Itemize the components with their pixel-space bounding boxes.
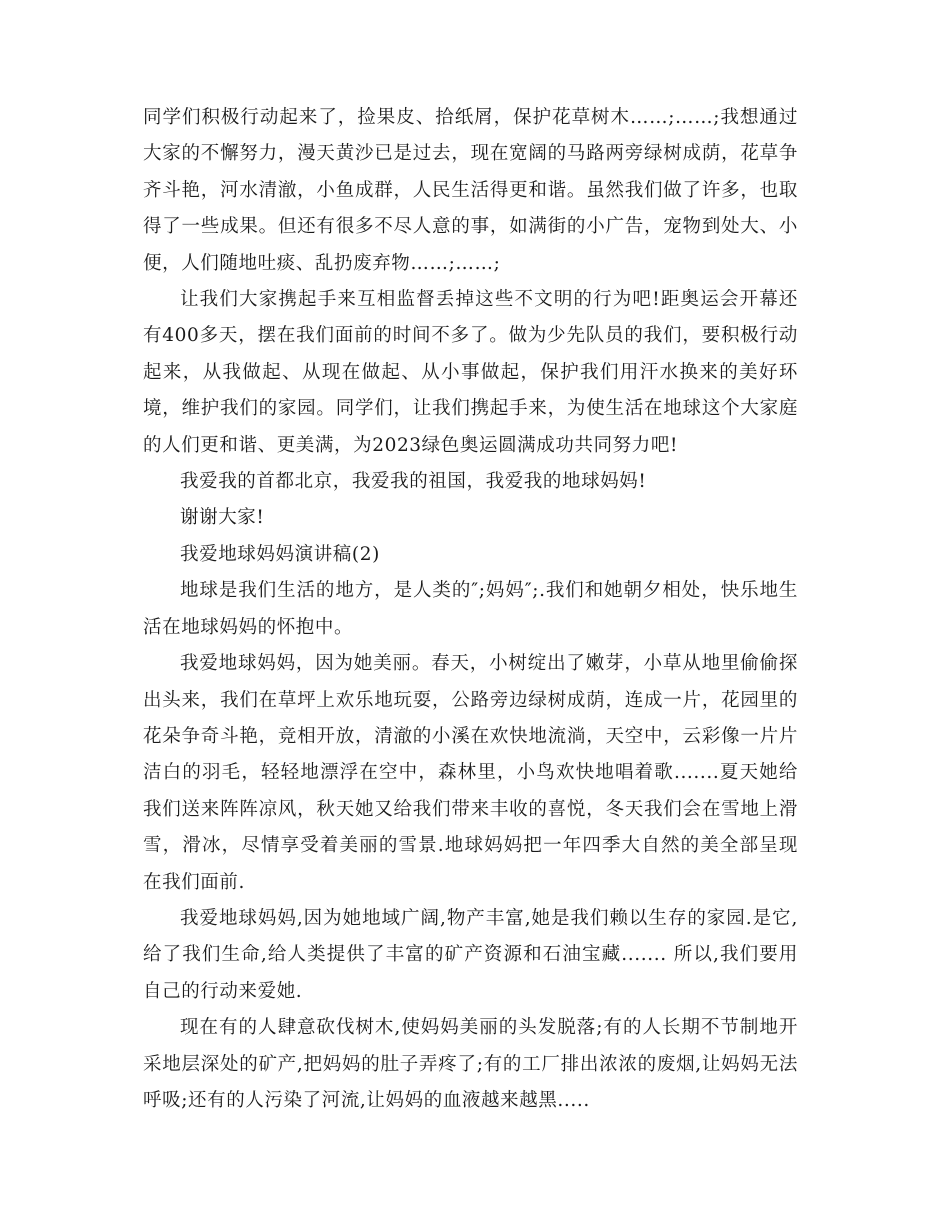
- paragraph-8: 我爱地球妈妈,因为她地域广阔,物产丰富,她是我们赖以生存的家园.是它,给了我们生命,给人类提供了丰富的矿产资源和石油宝藏....... 所以,我们要用自己的行动来爱她.: [143, 907, 798, 1002]
- paragraph-2: 让我们大家携起手来互相监督丢掉这些不文明的行为吧!距奥运会开幕还有400多天，摆在我们面前的时间不多了。做为少先队员的我们，要积极行动起来，从我做起、从现在做起、从小事做起，保护我们用汗水换来的美好环境，维护我们的家园。同学们，让我们携起手来，为使生活在地球这个大家庭的人们更和谐、更美满，为2023绿色奥运圆满成功共同努力吧!: [143, 289, 798, 456]
- paragraph-4: 谢谢大家!: [180, 507, 265, 529]
- document-page: [143, 100, 798, 1119]
- paragraph-1: 同学们积极行动起来了，捡果皮、拾纸屑，保护花草树木……;……;我想通过大家的不懈努力，漫天黄沙已是过去，现在宽阔的马路两旁绿树成荫，花草争齐斗艳，河水清澈，小鱼成群，人民生活得更和谐。虽然我们做了许多，也取得了一些成果。但还有很多不尽人意的事，如满街的小广告，宠物到处大、小便，人们随地吐痰、乱扔废弃物……;……;: [143, 107, 798, 274]
- paragraph-9: 现在有的人肆意砍伐树木,使妈妈美丽的头发脱落;有的人长期不节制地开采地层深处的矿产,把妈妈的肚子弄疼了;有的工厂排出浓浓的废烟,让妈妈无法呼吸;还有的人污染了河流,让妈妈的血液越来越黑.....: [143, 1017, 798, 1111]
- paragraph-7: 我爱地球妈妈，因为她美丽。春天，小树绽出了嫩芽，小草从地里偷偷探出头来，我们在草坪上欢乐地玩耍，公路旁边绿树成荫，连成一片，花园里的花朵争奇斗艳，竞相开放，清澈的小溪在欢快地流淌，天空中，云彩像一片片洁白的羽毛，轻轻地漂浮在空中，森林里，小鸟欢快地唱着歌.......夏天她给我们送来阵阵凉风，秋天她又给我们带来丰收的喜悦，冬天我们会在雪地上滑雪，滑冰，尽情享受着美丽的雪景.地球妈妈把一年四季大自然的美全部呈现在我们面前.: [143, 653, 798, 893]
- paragraph-6: 地球是我们生活的地方，是人类的″;妈妈″;.我们和她朝夕相处，快乐地生活在地球妈妈的怀抱中。: [143, 580, 798, 638]
- paragraph-3: 我爱我的首都北京，我爱我的祖国，我爱我的地球妈妈!: [180, 471, 647, 493]
- section-title: 我爱地球妈妈演讲稿(2): [180, 543, 380, 565]
